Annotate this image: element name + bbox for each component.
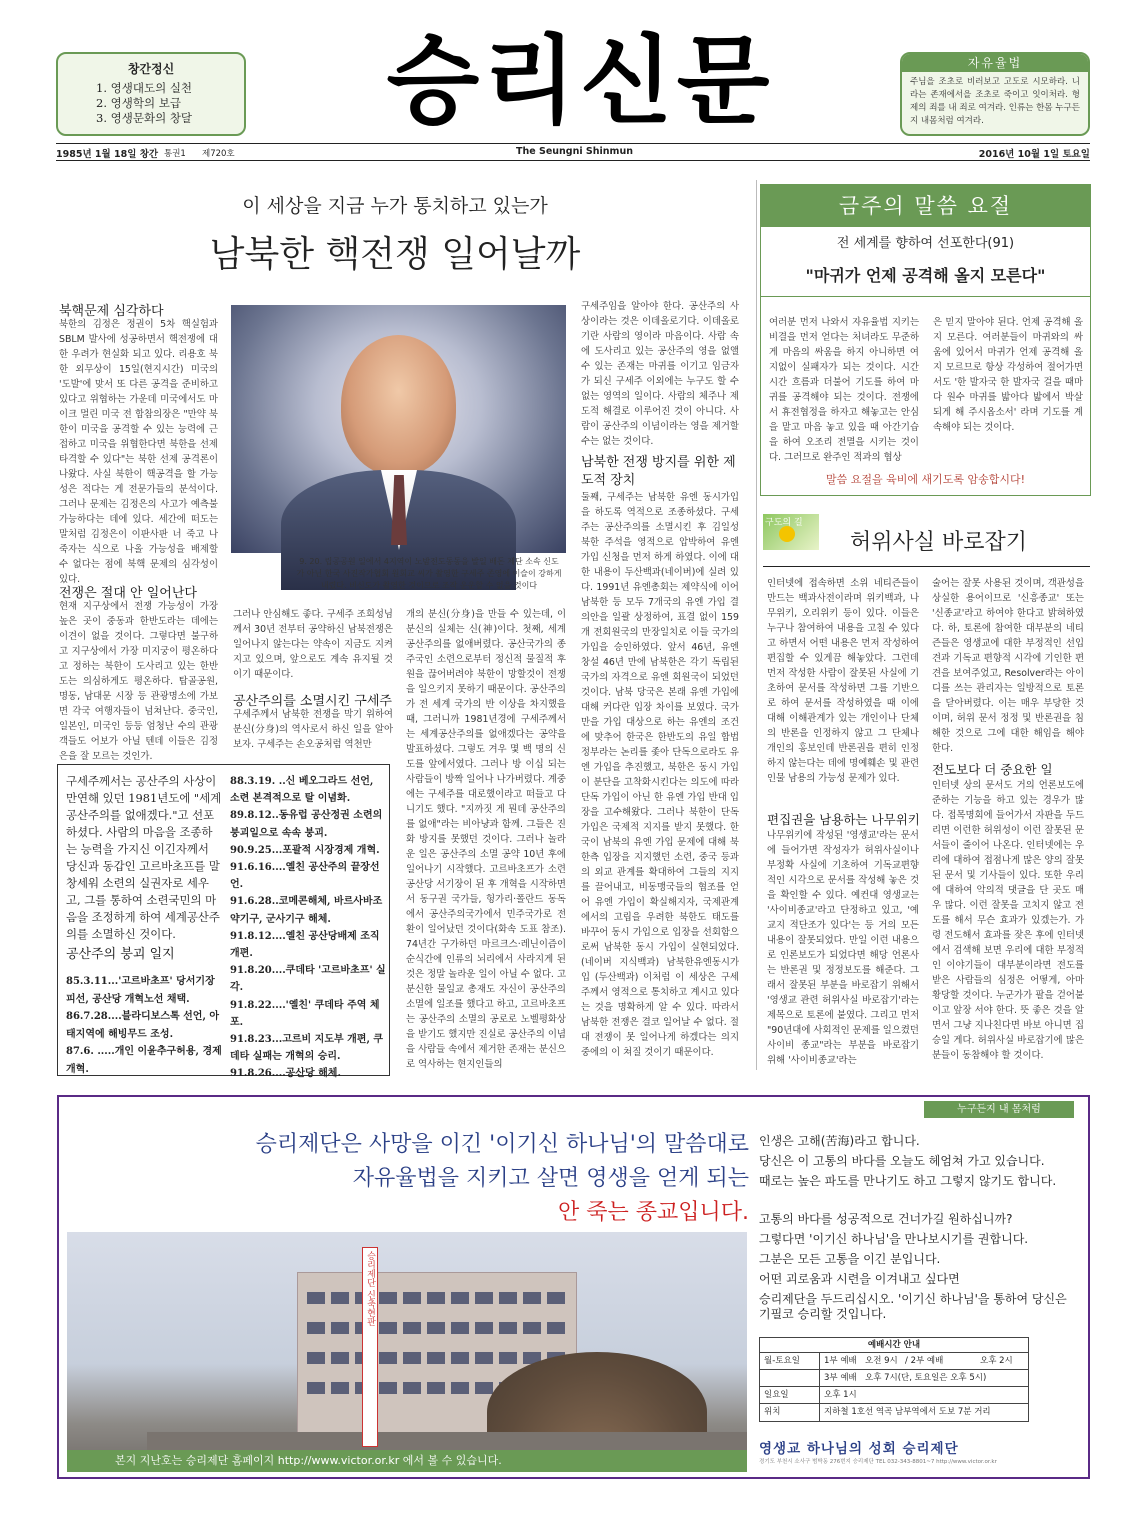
mission-title: 창간정신 — [127, 62, 175, 76]
sun-icon — [779, 526, 795, 542]
timeline-item: 88.3.19. ..신 베오그라드 선언, 소련 본격적으로 탈 이념화. — [230, 776, 374, 805]
timeline-item: 87.6. .....개인 이윤추구허용, 경제개혁. — [66, 1046, 222, 1075]
issue-date: 2016년 10월 1일 토요일 — [978, 149, 1090, 160]
schedule-cell: 오후 2시 — [980, 1356, 1013, 1366]
mission-item: 1. 영생대도의 실천 — [96, 81, 193, 95]
building-sign: 승리제단 신축현판 — [365, 1251, 375, 1326]
section-body: 둘째, 구세주는 남북한 유엔 동시가입을 하도록 역적으로 조종하셨다. 구세주는 공산주의를 소멸시킨 후 김일성 북한 주석을 영적으로 압박하여 유엔 가입 신청을 먼저 하게 하였다. 이에 대한 내용이 두산백과(네이버)에 실려 있다. 1991년 유엔총회는 제약식에 이어 남북한 등 모두 7개국의 유엔 가입 결의안을 일괄 상정하여, 표결 없이 159개 전회원국의 만장일치로 이들 국가의 가입을 승인하였다. 앞서 46년, 유엔 창설 46년 만에 남북한은 각기 독립된 국가의 자격으로 유엔 회원국이 되었던 것이다. 남북 당국은 본래 유엔 가입에 대해 커다란 입장 차이를 보였다. 국가만을 가입 대상으로 하는 유엔의 조건에 맞추어 한국은 한반도의 유일 합법 정부라는 논리를 좇아 단독으로라도 유엔 가입을 추진했고, 북한은 동시 가입이 분단을 고착화시킨다는 의도에 따라 단독 가입이 아닌 한 유엔 가입 반대 입장을 고수해왔다. 그러나 북한이 단독 가입은 국제적 지지를 받지 못했다. 한국이 남북의 유엔 가입 문제에 대해 북한측 입장을 지지했던 소련, 중국 등과의 외교 관계를 확대하여 그들의 지지를 끌어내고, 비동맹국들의 협조를 얻어 유엔 가입이 확실해지자, 국제관계에서의 고립을 우려한 북한도 태도를 바꾸어 동시 가입으로 입장을 선회함으로써 남북한 동시 가입이 실현되었다. (네이버 지식백과) 남북한유엔동시가입 (두산백과) 이처럼 이 세상은 구세주께서 영적으로 통치하고 계시고 있다는 것을 명확하게 알 수 있다. 따라서 남북한 전쟁은 결코 일어날 수 없다. 절대 전쟁이 못 일어나게 하겠다는 의지 중에의 이 쳐질 것이기 때문이다. — [581, 492, 739, 1058]
timeline-item: 89.8.12..동유럽 공산정권 소련의 붕괴일으로 속속 붕괴. — [230, 810, 383, 839]
ad-slogan-highlight: 안 죽는 종교입니다. — [558, 1200, 749, 1225]
sermon-title: "마귀가 언제 공격해 올지 모른다" — [805, 266, 1046, 285]
timeline-item: 85.3.11...'고르바초프' 당서기장 피선, 공산당 개혁노선 채택. — [66, 976, 215, 1005]
newspaper-logo[interactable]: 승리신문 — [386, 25, 774, 137]
mission-box — [56, 52, 246, 136]
fact-subtitle: 편집권을 남용하는 나무위키 — [767, 812, 920, 827]
church-photo — [67, 1232, 747, 1472]
section-body: 구세주께서 남북한 전쟁을 막기 위하여 분신(分身)의 역사로서 하신 일을 알아보자. 구세주는 손오공처럼 역천만 — [233, 709, 393, 750]
fact-rule — [763, 566, 1090, 567]
section-body: 개의 분신(分身)을 만들 수 있는데, 이 분신의 실체는 신(神)이다. 첫째, 세계 공산주의를 없애버렸다. 공산국가의 종주국인 소련으로부터 정신적 물질적 후원을 끊어버려야 북한이 망할것이 전쟁을 일으키지 못하기 때문이다. 공산주의가 전 세계 국가의 반 이상을 차지했을 때, 그러니까 1981년경에 구세주께서는 세계공산주의를 없애겠다는 공약을 발표하셨다. 그렇도 겨우 몇 백 명의 신도를 앞에서였다. 그러나 방 이십 되는 사람들이 방짝 일어나 나가버렸다. 계중에는 구세주를 대로했이라고 떠들고 다니기도 했다. "지까짓 게 뭔데 공산주의를 없애"라는 비아냥과 함께. 그들은 진화 방지를 못했던 것이다. 그러나 놀라운 일은 공산주의 소멸 공약 10년 후에 일어나기 시작했다. 고르바초프가 소련 공산당 서기장이 된 후 개혁을 시작하면서 동구권 국가들, 헝가리·폴란드 동독에서 공산주의국가에서 민주국가로 전환이 일어났던 것이다(화속 도표 참조). 74년간 구가하던 마르크스·레닌이즘이 순식간에 인류의 뇌리에서 사라지게 된 것은 정말 놀라운 일이 아닐 수 없다. 고 분신한 물일교 총재도 자신이 공산주의 소멸에 일조를 했다고 하고, 고르바초프는 공산주의 소멸의 공로로 노벨평화상을 받기도 했지만 진실로 공산주의 이념을 사람들 속에서 제거한 존재는 분신으로 역사하는 현지인들의 — [406, 609, 566, 1070]
schedule-cell: 오후 7시(단, 토요일은 오후 5시) — [865, 1373, 987, 1383]
main-photo — [231, 305, 566, 553]
section-title: 남북한 전쟁 방지를 위한 제도적 장치 — [581, 455, 736, 488]
fact-body: 술어는 잘못 사용된 것이며, 객관성을 상실한 용어이므로 '신흥종교' 또는 '신종교'라고 하여야 한다고 밝혀하였다. 하, 토론에 참여한 대부분의 네티즌들은 영생교에 대한 부정적인 선입견과 기독교 편향적 시각에 기인한 편견을 보여주었고, Resolver라는 아이디를 쓰는 관리자는 일방적으로 토론을 닫아버렸다. 이는 매우 부당한 것이며, 허위 문서 정정 및 반론권을 침해한 것으로 그에 대한 해임을 해야 한다. — [932, 578, 1084, 754]
schedule-day: 위치 — [760, 1404, 820, 1421]
law-text: 주님을 조초로 비러보고 고도로 시모하라. 니라는 존재에서을 조초로 죽이고 잇이처라. 형제의 죄를 내 죄로 여겨라. 인류는 한몸 누구든지 내몸처럼 여겨라. — [910, 77, 1080, 126]
ad-text-line: 어떤 괴로움과 시련을 이겨내고 싶다면 — [759, 1272, 960, 1286]
ad-text-line: 승리제단을 두드리십시오. '이기신 하나님'을 통하여 당신은 기필코 승리할 것입니다. — [759, 1292, 1067, 1321]
section-body: 구세주임을 알아야 한다. 공산주의 사상이라는 것은 이데올로기다. 이데올로기란 사람의 영이라 마음이다. 사람 속에 도사리고 있는 공산주의 영을 없앨 수 있는 존재는 마귀를 이기고 임금자가 되신 구세주 이외에는 누구도 할 수 없는 영역의 일이다. 사람의 체주나 제도적 해결로 이루어진 것이 아니다. 사람이 공산주의 이념이라는 영을 제거할 수는 없는 것이다. — [581, 301, 739, 447]
quote-box — [57, 764, 390, 1080]
church-org-name: 영생교 하나님의 성회 승리제단 — [759, 1441, 959, 1457]
schedule-title: 예배시간 안내 — [760, 1338, 1028, 1353]
timeline-item: 91.6.16....옐친 공산주의 끝장선언. — [230, 862, 380, 891]
timeline-item: 91.8.20....쿠데타 '고르바초프' 실각. — [230, 965, 386, 994]
sermon-body: 여러분 먼저 나와서 자유율법 지키는 비결을 먼저 얻다는 처녀라도 무준하게 마음의 싸움을 하지 아니하면 여지없이 실패자가 되는 것이다. 시간시간 흐름과 더불어 기도를 하여 마귀를 공격해야 되는 것이다. 전쟁에서 휴전협정을 하자고 해놓고는 안심을 맡고 마음 놓고 있을 때 아간기습을 하여 오조리 전멸을 시키는 것이다. 그러므로 완주인 적과의 협상 — [769, 317, 919, 463]
ad-tag: 누구든지 내 몸처럼 — [924, 1101, 1074, 1118]
fact-body: 인터넷 상의 문서도 거의 언론보도에 준하는 기능을 하고 있는 경우가 많다. 접목명회에 들어가서 자판을 두드리면 이런한 허위성이 이런 잘못된 문서들이 줄이어 나온다. 인터넷에는 우리에 대하여 접점나게 많은 양의 잘못된 문서 및 기사들이 있다. 또한 우리에 대하여 악의적 댓글을 단 곳도 매우 많다. 이런 잘못을 고치지 않고 전도를 해서 무슨 효과가 있겠는가. 가령 전도해서 효과를 잦은 후에 인터넷에서 검색해 보면 우리에 대한 부정적인 이야기들이 대부분이라면 전도를 받은 사람들의 심정은 어떻게, 아마 황당할 것이다. 누군가가 팔을 걷어붙이고 앞장 서야 한다. 뜻 좋은 것을 알면서 그냥 지나친다면 바보 아니면 집승일 게다. 허위사실 바로잡기에 많은 분들이 동참해야 할 것이다. — [932, 780, 1084, 1061]
fact-title: 허위사실 바로잡기 — [850, 530, 1028, 555]
quote-text: 구세주께서는 공산주의 사상이 만연해 있던 1981년도에 "세계 공산주의를 없애겠다."고 선포하셨다. 사람의 마음을 조종하는 능력을 가지신 이긴자께서 당신과 동갑인 고르바초프를 말창세워 소련의 실권자로 세우고, 그를 통하여 소련국민의 마음을 조정하게 하여 세계공산주의를 소멸하신 것이다. — [66, 774, 222, 941]
ad-text-line: 고통의 바다를 성공적으로 건너가길 원하십니까? — [759, 1212, 1013, 1226]
timeline-item: 90.9.25...포괄적 시장경제 개혁. — [230, 844, 380, 856]
schedule-day — [760, 1370, 820, 1386]
timeline-title: 공산주의 붕괴 일지 — [66, 947, 175, 962]
timeline-item: 86.7.28....블라디보스톡 선언, 아태지역에 해빙무드 조성. — [66, 1011, 220, 1040]
ad-text-line: 인생은 고해(苦海)라고 합니다. — [759, 1134, 920, 1148]
law-title: 자유율법 — [902, 54, 1088, 72]
founding-date: 1985년 1월 18일 창간 — [56, 149, 159, 160]
schedule-cell: / 2부 예배 — [905, 1356, 944, 1366]
timeline-item: 91.8.22....'옐친' 쿠데타 주역 체포. — [230, 999, 380, 1028]
paper-english-name: The Seungni Shinmun — [516, 146, 633, 157]
ad-photo-caption[interactable]: 본지 지난호는 승리제단 홈페이지 http://www.victor.or.kr 에서 볼 수 있습니다. — [67, 1450, 747, 1472]
fact-tag — [763, 514, 819, 550]
timeline-item: 91.6.28..코메콘해체, 바르사바조약기구, 군사기구 해체. — [230, 896, 383, 925]
church-address: 경기도 부천시 소사구 범박동 276번지 승리제단 TEL 032-343-8801~7 http://www.victor.or.kr — [759, 1459, 997, 1465]
column-divider — [756, 180, 757, 1070]
issue-number: 제720호 — [202, 149, 235, 159]
sermon-box — [760, 184, 1091, 496]
law-box — [900, 52, 1090, 136]
ad-text-line: 당신은 이 고통의 바다를 오늘도 헤엄쳐 가고 있습니다. — [759, 1154, 1045, 1168]
sermon-body: 은 믿지 말아야 된다. 언제 공격해 올 지 모른다. 여러분들이 마귀와의 싸움에 있어서 마귀가 언제 공격해 올 지 모르므로 항상 각성하여 절어가면서도 '한 발자국 한 발자국 걸을 때마다 원수 마귀를 밟아다 밟에서 박살되게 해 주시옵소서' 라며 기도를 계속해야 되는 것이다. — [933, 317, 1083, 433]
dateline-bar — [56, 143, 1090, 161]
article-kicker: 이 세상을 지금 누가 통치하고 있는가 — [242, 195, 548, 217]
mission-item: 3. 영생문화의 창달 — [96, 111, 193, 125]
schedule-location: 지하철 1호선 역곡 남부역에서 도보 7분 거리 — [824, 1407, 991, 1417]
fact-tag-label: 구도의 길 — [765, 518, 803, 528]
ad-box — [57, 1095, 1090, 1479]
section-body: 북한의 김정은 정권이 5차 핵실험과 SBLM 발사에 성공하면서 핵전쟁에 대한 우려가 현실화 되고 있다. 리용호 북한 외무상이 15일(현지시간) 미국의 '도발'에 맞서 또 다른 공격을 준비하고 있다고 위협하는 가운데 미국에서도 마이크 멀린 미국 전 합참의장은 "만약 북한이 미국을 공격할 수 있는 능력에 근접하고 미국을 위협한다면 북한을 선제 타격할 수 있다"는 북한 선제 공격론이 나왔다. 사실 북한이 핵공격을 할 가능성은 적다는 게 전문가들의 분석이다. 그러나 문제는 김정은의 사고가 예측불가능하다는 데에 있다. 세간에 떠도는 말처럼 김정은이 이판사판 너 죽고 나 죽자는 식으로 나올 가능성을 배제할 수 없다는 점에 북핵 문제의 심각성이 있다. — [59, 319, 218, 585]
schedule-cell: 1부 예배 — [824, 1356, 857, 1366]
section-title: 전쟁은 절대 안 일어난다 — [59, 586, 197, 601]
schedule-day: 월-토요일 — [760, 1353, 820, 1369]
ad-text-line: 그렇다면 '이기신 하나님'을 만나보시기를 권합니다. — [759, 1232, 1029, 1246]
mission-item: 2. 영생학의 보급 — [96, 96, 181, 110]
schedule-cell: 3부 예배 — [824, 1373, 857, 1383]
fact-subtitle: 전도보다 더 중요한 일 — [932, 762, 1053, 777]
timeline-item: 91.8.23...고르비 지도부 개편, 쿠데타 실패는 개혁의 승리. — [230, 1034, 384, 1063]
ad-slogan: 승리제단은 사망을 이긴 '이기신 하나님'의 말씀대로 — [255, 1132, 749, 1157]
sermon-footer: 말씀 요절을 육비에 새기도록 암송합시다! — [825, 473, 1026, 486]
schedule-day: 일요일 — [760, 1387, 820, 1403]
article-headline: 남북한 핵전쟁 일어날까 — [209, 234, 581, 275]
timeline-item: 91.8.26....공산당 해체. — [230, 1068, 341, 1080]
timeline-item: 91.8.12....옐친 공산당배제 조직개편. — [230, 930, 380, 960]
schedule-table — [759, 1337, 1029, 1422]
ad-text-line: 그분은 모든 고통을 이긴 분입니다. — [759, 1252, 941, 1266]
schedule-cell: 오후 1시 — [824, 1390, 857, 1400]
ad-text-line: 때로는 높은 파도를 만나기도 하고 그렇지 않기도 합니다. — [759, 1174, 1057, 1188]
section-title: 공산주의를 소멸시킨 구세주 — [233, 694, 392, 709]
fact-body: 인터넷에 접속하면 소위 네티즌들이 만드는 백과사전이라며 위키백과, 나무위키, 오리위키 등이 있다. 이들은 누구나 참여하여 내용을 고칠 수 있다고 하면서 어떤 내용은 먼저 작성하여 편집할 수 있게끔 해놓았다. 그런데 먼저 작성한 사람이 잘못된 사실에 기초하여 문서를 작성하면 그를 기반으로 하여 문서를 작성하였을 때 이에 대해 이해관계가 있는 개인이나 단체의 반론을 인정하지 않고 그 단체나 개인의 홍보인데 반론권을 편히 인정하지 않는다는 데에 명예훼손 및 관련인물 남용의 가능성 문제가 있다. — [767, 578, 919, 784]
schedule-cell: 오전 9시 — [865, 1356, 898, 1366]
section-body: 그러나 안심해도 좋다. 구세주 조희성님께서 30년 전부터 공약하신 남북전쟁은 일어나지 않는다는 약속이 지금도 지켜지고 있으며, 앞으로도 계속 유지될 것이기 때문이다. — [233, 609, 393, 680]
sermon-banner: 금주의 말씀 요절 — [761, 185, 1090, 227]
ad-slogan: 자유율법을 지키고 살면 영생을 얻게 되는 — [352, 1166, 749, 1191]
issue-tong: 통권1 — [164, 149, 186, 159]
section-body: 현재 지구상에서 전쟁 가능성이 가장 높은 곳이 중동과 한반도라는 데에는 이견이 없을 것이다. 그렇다면 불구하고 지구상에서 가장 미지궁이 평온하다고 정하는 북한이 도사리고 있는 한반도는 의심하게도 평온하다. 탑골공원, 명동, 남대문 시장 등 관광명소에 가보면 각국 여행자들이 넘쳐난다. 중국인, 일본인, 미국인 등등 엄청난 수의 관광객들도 어보가 아닐 텐데 이들은 김정은을 잘 모르는 것인가. — [59, 601, 218, 762]
section-title: 북핵문제 심각하다 — [59, 304, 164, 319]
photo-caption: 9. 20. 립공공원 일에서 4지역이 노밤전도동동을 발일 배돈 제단 소속 신도가 아닌 한국 사진작가협회 원회교 씨가 촬영한 구세주 존영에 이슬이 강하게 내렸다. 비신도가 촬영한 것이므로 조작 운운할 수 없을 것이다 — [296, 557, 562, 590]
fact-body: 나무위키에 작성된 '영생교'라는 문서에 들어가면 작성자가 허위사실이나 부정확 사실에 기초하여 기독교편향적인 시각으로 문서를 작성해 놓은 것을 확인할 수 있다. 예컨대 영생교는 '사이비종교'라고 단정하고 있고, '예교지 적단조가 있다'는 등 거의 모든 내용이 잘못되었다. 만일 이런 내용으로 인론보도가 되었다면 해당 언론사는 반론권 및 정정보도를 해준다. 그래서 잘못된 부분을 바로잡기 위해서 '영생교 관련 허위사실 바로잡기'라는 제목으로 토론에 붙였다. 그리고 먼저 "90년대에 사회적인 문제를 일으켰던 사이비 종교"라는 부분을 바로잡기 위해 '사이비종교'라는 — [767, 830, 919, 1066]
sermon-subtitle: 전 세계를 향하여 선포한다(91) — [836, 236, 1015, 251]
